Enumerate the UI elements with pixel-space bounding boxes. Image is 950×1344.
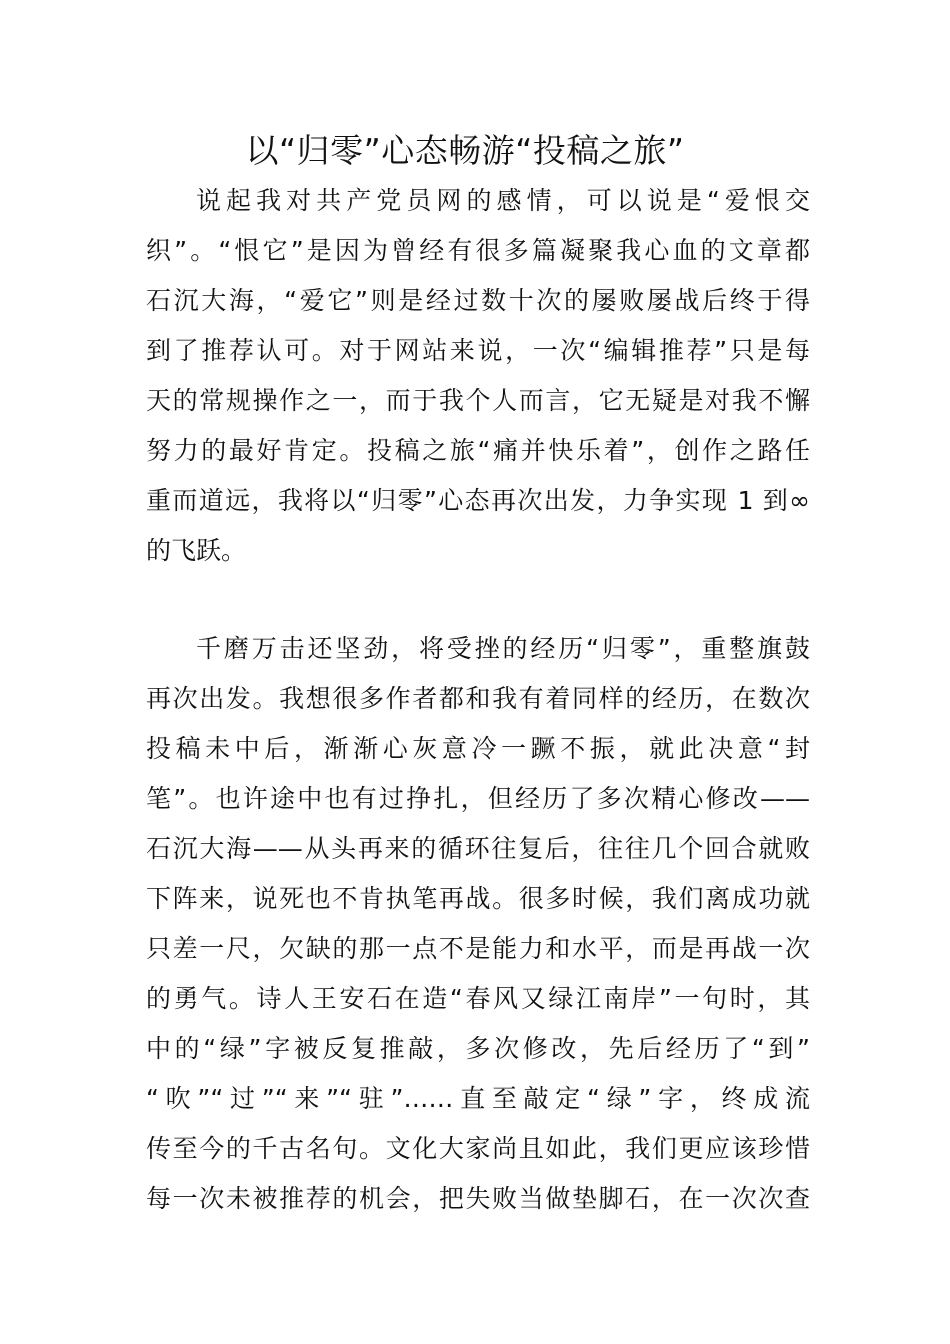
text-line: 再次出发。我想很多作者都和我有着同样的经历，在数次 (146, 684, 810, 713)
text-line: 的勇气。诗人王安石在造“春风又绿江南岸”一句时，其 (146, 984, 810, 1013)
text-line: 传至今的千古名句。文化大家尚且如此，我们更应该珍惜 (146, 1134, 810, 1163)
text-line: 说起我对共产党员网的感情，可以说是“爱恨交 (196, 186, 810, 215)
paragraph-2 (146, 624, 810, 1224)
text-line: 只差一尺，欠缺的那一点不是能力和水平，而是再战一次 (146, 934, 810, 963)
text-line: 重而道远，我将以“归零”心态再次出发，力争实现 1 到∞ (146, 486, 810, 515)
text-line: “吹”“过”“来”“驻”……直至敲定“绿”字，终成流 (146, 1084, 810, 1113)
text-line: 中的“绿”字被反复推敲，多次修改，先后经历了“到” (146, 1034, 810, 1063)
text-line: 石沉大海，“爱它”则是经过数十次的屡败屡战后终于得 (146, 286, 810, 315)
text-line: 天的常规操作之一，而于我个人而言，它无疑是对我不懈 (146, 386, 810, 415)
paragraph-1 (146, 176, 810, 576)
text-line: 下阵来，说死也不肯执笔再战。很多时候，我们离成功就 (146, 884, 810, 913)
text-line: 千磨万击还坚劲，将受挫的经历“归零”，重整旗鼓 (196, 634, 810, 663)
text-line: 投稿未中后，渐渐心灰意冷一蹶不振，就此决意“封 (146, 734, 810, 763)
document-title: 以“归零”心态畅游“投稿之旅” (245, 131, 685, 170)
text-line: 织”。“恨它”是因为曾经有很多篇凝聚我心血的文章都 (146, 236, 810, 265)
text-line: 石沉大海——从头再来的循环往复后，往往几个回合就败 (146, 834, 810, 863)
text-line: 到了推荐认可。对于网站来说，一次“编辑推荐”只是每 (146, 336, 810, 365)
text-line: 每一次未被推荐的机会，把失败当做垫脚石，在一次次查 (146, 1184, 810, 1213)
text-line: 笔”。也许途中也有过挣扎，但经历了多次精心修改—— (146, 784, 810, 813)
text-line: 努力的最好肯定。投稿之旅“痛并快乐着”，创作之路任 (146, 436, 810, 465)
text-line: 的飞跃。 (146, 536, 247, 565)
